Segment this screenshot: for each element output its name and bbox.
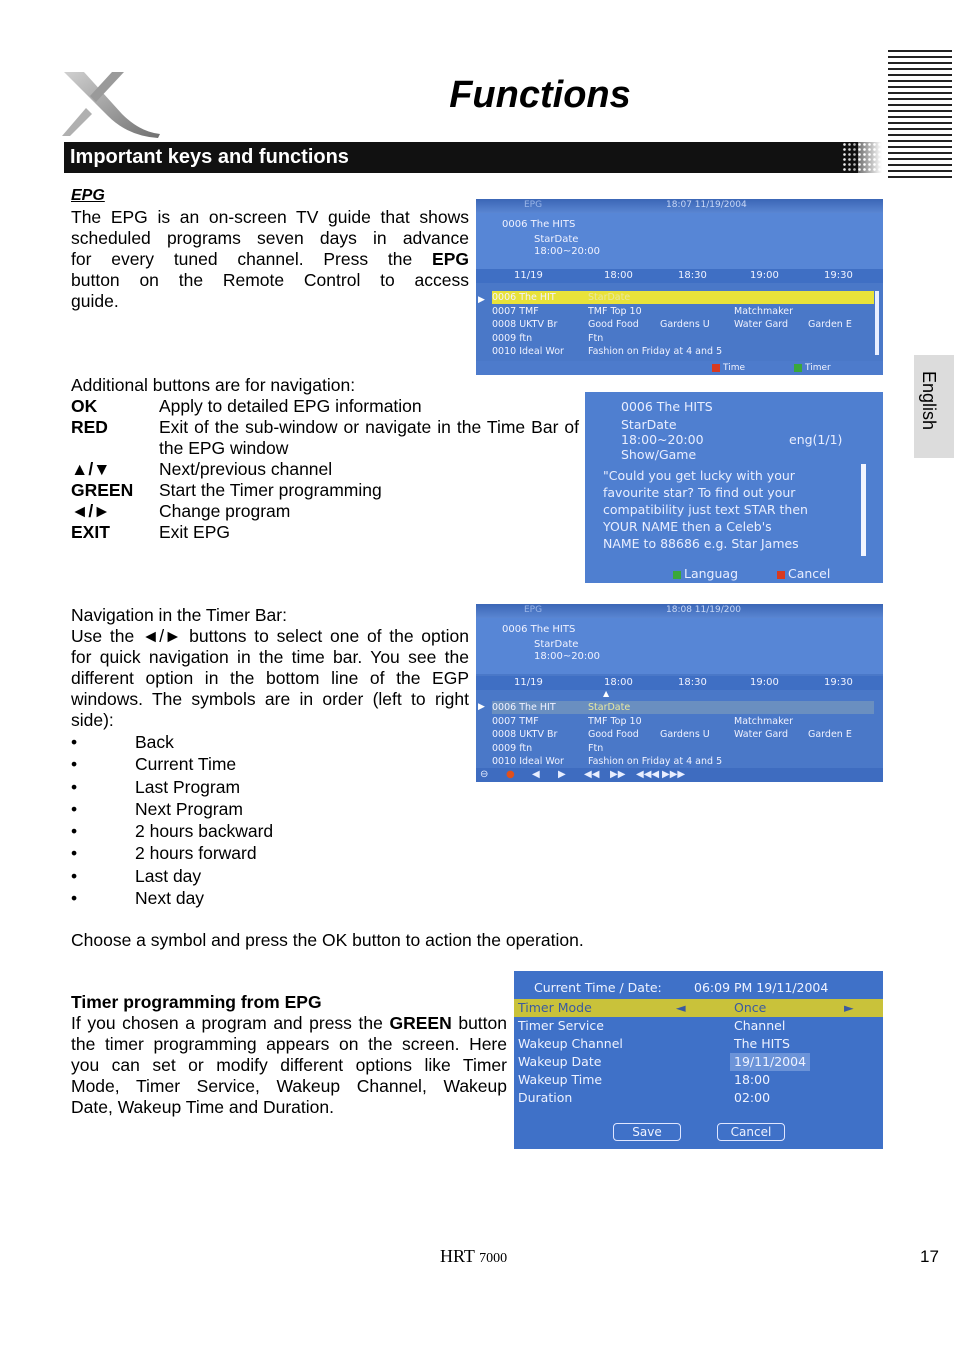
key-name: GREEN xyxy=(71,480,134,500)
epg-row[interactable] xyxy=(492,332,874,345)
epg-row[interactable] xyxy=(492,345,874,358)
timebar-label: 19:30 xyxy=(824,677,853,688)
epg-time-bar xyxy=(476,676,883,690)
key-desc: Apply to detailed EPG information xyxy=(159,396,422,416)
epg-row[interactable] xyxy=(492,291,874,304)
timebar-label: 19:00 xyxy=(750,270,779,281)
epg-channel-cell: 0008 UKTV Br xyxy=(492,729,558,740)
epg-row[interactable] xyxy=(492,742,874,755)
timebar-label: 18:00 xyxy=(604,270,633,281)
timebar-label: 19:30 xyxy=(824,270,853,281)
epg-program-cell: Matchmaker xyxy=(734,715,793,727)
epg-program-cell: StarDate xyxy=(588,292,631,303)
epg-channel-cell: 0007 TMF xyxy=(492,715,539,727)
key-name: EXIT xyxy=(71,522,110,542)
epg-program-cell: Fashion on Friday at 4 and 5 xyxy=(588,756,723,767)
epg-footer xyxy=(476,361,883,375)
timerbar-line: for quick navigation in the time bar. You see the xyxy=(71,647,469,667)
bullet-icon: • xyxy=(71,754,78,774)
page-number: 17 xyxy=(920,1247,939,1266)
epg-channel-cell: 0006 The HIT xyxy=(492,292,556,303)
timebar-label: 18:30 xyxy=(678,677,707,688)
timer-setting-value: 18:00 xyxy=(734,1072,771,1087)
epg-program-cell: TMF Top 10 xyxy=(588,715,642,727)
two-hours-forward-icon[interactable]: ▶▶ xyxy=(610,769,626,780)
green-key-icon xyxy=(673,571,681,579)
banner-dot-pattern xyxy=(842,142,882,173)
epg-program: StarDate xyxy=(534,234,579,245)
epg-program-cell: Gardens U xyxy=(660,729,710,740)
xoro-logo xyxy=(62,70,162,138)
model-name: HRT 7000 xyxy=(440,1246,508,1266)
info-language: eng(1/1) xyxy=(789,432,843,447)
back-icon[interactable]: ⊖ xyxy=(480,769,489,780)
info-desc-line: compatibility just text STAR then xyxy=(603,502,808,517)
section-banner: Important keys and functions xyxy=(64,142,858,173)
timerbar-line: side): xyxy=(71,710,114,730)
epg-screenshot xyxy=(476,199,883,375)
info-cancel-button: Cancel xyxy=(777,566,830,581)
epg-line: scheduled programs seven days in advance xyxy=(71,228,469,248)
epg-heading: EPG xyxy=(71,187,105,204)
key-name: ▲/▼ xyxy=(71,459,111,479)
key-desc: Exit EPG xyxy=(159,522,230,542)
key-desc: Next/previous channel xyxy=(159,459,333,479)
timer-setting-row[interactable] xyxy=(514,999,883,1017)
bullet-icon: • xyxy=(71,777,78,797)
key-name: ◄/► xyxy=(71,501,111,521)
timer-setting-value: 19/11/2004 xyxy=(730,1053,810,1071)
arrow-right-icon[interactable]: ► xyxy=(844,1000,854,1015)
epg-channel: 0006 The HITS xyxy=(502,624,576,635)
epg-row[interactable] xyxy=(492,728,874,741)
timerbar-line: windows. The symbols are in order (left to right xyxy=(71,689,469,709)
epg-datetime: 18:07 11/19/2004 xyxy=(666,200,747,210)
navigation-intro: Additional buttons are for navigation: xyxy=(71,375,356,395)
info-desc-line: favourite star? To find out your xyxy=(603,485,796,500)
bullet-icon: • xyxy=(71,799,78,819)
epg-header-bar xyxy=(476,199,883,213)
timebar-label: 19:00 xyxy=(750,677,779,688)
timer-setting-label: Wakeup Channel xyxy=(518,1036,623,1051)
timerbar-closing: Choose a symbol and press the OK button to action the operation. xyxy=(71,930,584,950)
timer-setting-value: Once xyxy=(734,1000,767,1015)
current-time-icon[interactable]: ● xyxy=(506,769,515,780)
timer-setting-label: Duration xyxy=(518,1090,573,1105)
epg-time-bar xyxy=(476,269,883,283)
epg-nav-symbols xyxy=(476,768,883,782)
footer-time: Time xyxy=(712,363,745,373)
epg-row[interactable] xyxy=(492,305,874,318)
footer-timer: Timer xyxy=(794,363,831,373)
info-language-button: Languag xyxy=(673,566,738,581)
epg-program-cell: Good Food xyxy=(588,729,639,740)
timerbar-paragraph xyxy=(71,626,469,731)
timer-setting-row[interactable] xyxy=(514,1089,883,1107)
epg-channel: 0006 The HITS xyxy=(502,219,576,230)
timerprog-line: Mode, Timer Service, Wakeup Channel, Wakeup xyxy=(71,1076,507,1096)
timer-setting-row[interactable] xyxy=(514,1017,883,1035)
timer-setting-row[interactable] xyxy=(514,1035,883,1053)
epg-row[interactable] xyxy=(492,755,874,768)
info-channel: 0006 The HITS xyxy=(621,399,713,414)
timebar-label: 11/19 xyxy=(514,270,543,281)
bullet-icon: • xyxy=(71,732,78,752)
epg-line: button on the Remote Control to access xyxy=(71,270,469,290)
timerprog-line: If you chosen a program and press the GREEN button xyxy=(71,1013,507,1033)
epg-program-cell: Ftn xyxy=(588,332,604,344)
epg-time: 18:00~20:00 xyxy=(534,651,601,662)
timerprog-heading: Timer programming from EPG xyxy=(71,992,322,1012)
epg-line: guide. xyxy=(71,291,119,311)
info-program: StarDate xyxy=(621,417,677,432)
epg-paragraph xyxy=(71,207,469,312)
epg-channel-cell: 0006 The HIT xyxy=(492,702,556,713)
timer-setting-label: Wakeup Time xyxy=(518,1072,603,1087)
timerprog-line: the timer programming appears on the screen. Here xyxy=(71,1034,507,1054)
red-key-icon xyxy=(712,364,720,372)
epg-line: The EPG is an on-screen TV guide that shows xyxy=(71,207,469,227)
next-day-icon[interactable]: ▶▶▶ xyxy=(662,769,686,780)
timer-setting-value: Channel xyxy=(734,1018,786,1033)
epg-program-cell: Gardens U xyxy=(660,319,710,330)
epg-program-cell: Ftn xyxy=(588,742,604,754)
epg-channel-cell: 0010 Ideal Wor xyxy=(492,346,564,357)
save-button[interactable]: Save xyxy=(613,1123,681,1141)
language-tab xyxy=(914,355,954,458)
timebar-label: 18:00 xyxy=(604,677,633,688)
epg-row[interactable] xyxy=(492,318,874,331)
epg-channel-cell: 0009 ftn xyxy=(492,742,533,754)
epg-scrollbar xyxy=(875,291,879,355)
timerbar-heading: Navigation in the Timer Bar: xyxy=(71,605,287,625)
timer-setting-label: Timer Mode xyxy=(518,1000,592,1015)
bullet-icon: • xyxy=(71,888,78,908)
epg-bold-word: EPG xyxy=(432,249,469,269)
row-pointer-icon: ▶ xyxy=(478,295,485,305)
bullet-icon: • xyxy=(71,821,78,841)
current-time-label: Current Time / Date: xyxy=(534,980,662,995)
timer-header xyxy=(514,979,883,997)
epg-row[interactable] xyxy=(492,715,874,728)
current-time-value: 06:09 PM 19/11/2004 xyxy=(694,980,829,995)
epg-screen-title: EPG xyxy=(524,605,543,615)
epg-program-cell: Garden E xyxy=(808,319,852,330)
timer-setting-value: The HITS xyxy=(734,1036,790,1051)
epg-info-panel xyxy=(476,213,883,269)
epg-datetime: 18:08 11/19/200 xyxy=(666,605,741,615)
timerbar-line: Use the ◄/► buttons to select one of the option xyxy=(71,626,469,646)
last-program-icon[interactable]: ◀ xyxy=(532,769,540,780)
epg-program: StarDate xyxy=(534,639,579,650)
epg-row[interactable] xyxy=(492,701,874,714)
epg-program-cell: Matchmaker xyxy=(734,305,793,317)
last-day-icon[interactable]: ◀◀◀ xyxy=(636,769,660,780)
arrow-left-icon[interactable]: ◄ xyxy=(676,1000,686,1015)
timerprog-paragraph xyxy=(71,1013,507,1118)
epg-program-cell: Water Gard xyxy=(734,729,789,740)
language-tab-label: English xyxy=(919,371,939,431)
two-hours-back-icon[interactable]: ◀◀ xyxy=(584,769,600,780)
epg-channel-cell: 0009 ftn xyxy=(492,332,533,344)
key-name: RED xyxy=(71,417,108,437)
epg-channel-cell: 0007 TMF xyxy=(492,305,539,317)
time-cursor-icon: ▲ xyxy=(603,689,610,698)
decorative-stripes xyxy=(888,50,952,178)
next-program-icon[interactable]: ▶ xyxy=(558,769,566,780)
red-key-icon xyxy=(777,571,785,579)
epg-screen-title: EPG xyxy=(524,200,543,210)
page-title: Functions xyxy=(449,74,631,116)
epg-program-cell: Garden E xyxy=(808,729,852,740)
timebar-label: 11/19 xyxy=(514,677,543,688)
timerprog-line: you can set or modify different options like Timer xyxy=(71,1055,507,1075)
epg-program-cell: StarDate xyxy=(588,702,631,713)
key-desc: Change program xyxy=(159,501,291,521)
bullet-icon: • xyxy=(71,866,78,886)
key-desc: Start the Timer programming xyxy=(159,480,382,500)
epg-line: for every tuned channel. Press the EPG xyxy=(71,249,469,269)
epg-header-bar xyxy=(476,604,883,618)
epg-program-cell: Fashion on Friday at 4 and 5 xyxy=(588,346,723,357)
bullet-icon: • xyxy=(71,843,78,863)
timerbar-line: different option in the bottom line of the EGP xyxy=(71,668,469,688)
epg-program-cell: Good Food xyxy=(588,319,639,330)
info-scrollbar xyxy=(861,464,866,556)
green-key-icon xyxy=(794,364,802,372)
epg-time: 18:00~20:00 xyxy=(534,246,601,257)
info-desc-line: YOUR NAME then a Celeb's xyxy=(603,519,772,534)
timer-setting-label: Wakeup Date xyxy=(518,1054,602,1069)
key-desc: Exit of the sub-window or navigate in the Time Bar of the EPG window xyxy=(159,417,579,458)
timer-setting-value: 02:00 xyxy=(734,1090,771,1105)
timer-setting-label: Timer Service xyxy=(518,1018,604,1033)
green-bold-word: GREEN xyxy=(389,1013,452,1033)
timerprog-line: Date, Wakeup Time and Duration. xyxy=(71,1097,334,1117)
timer-dialog-screenshot xyxy=(514,971,883,1149)
row-pointer-icon: ▶ xyxy=(478,702,485,712)
key-name: OK xyxy=(71,396,98,416)
cancel-button[interactable]: Cancel xyxy=(717,1123,785,1141)
epg-channel-cell: 0010 Ideal Wor xyxy=(492,756,564,767)
epg-program-cell: Water Gard xyxy=(734,319,789,330)
info-genre: Show/Game xyxy=(621,447,697,462)
timer-setting-row[interactable] xyxy=(514,1071,883,1089)
info-desc-line: NAME to 88686 e.g. Star James xyxy=(603,536,799,551)
epg-timebar-screenshot xyxy=(476,604,883,782)
timebar-label: 18:30 xyxy=(678,270,707,281)
epg-info-panel xyxy=(476,618,883,674)
epg-program-cell: TMF Top 10 xyxy=(588,305,642,317)
epg-channel-cell: 0008 UKTV Br xyxy=(492,319,558,330)
info-desc-line: "Could you get lucky with your xyxy=(603,468,795,483)
program-info-screenshot xyxy=(585,392,883,583)
info-time: 18:00~20:00 xyxy=(621,432,704,447)
timer-setting-row[interactable] xyxy=(514,1053,883,1071)
